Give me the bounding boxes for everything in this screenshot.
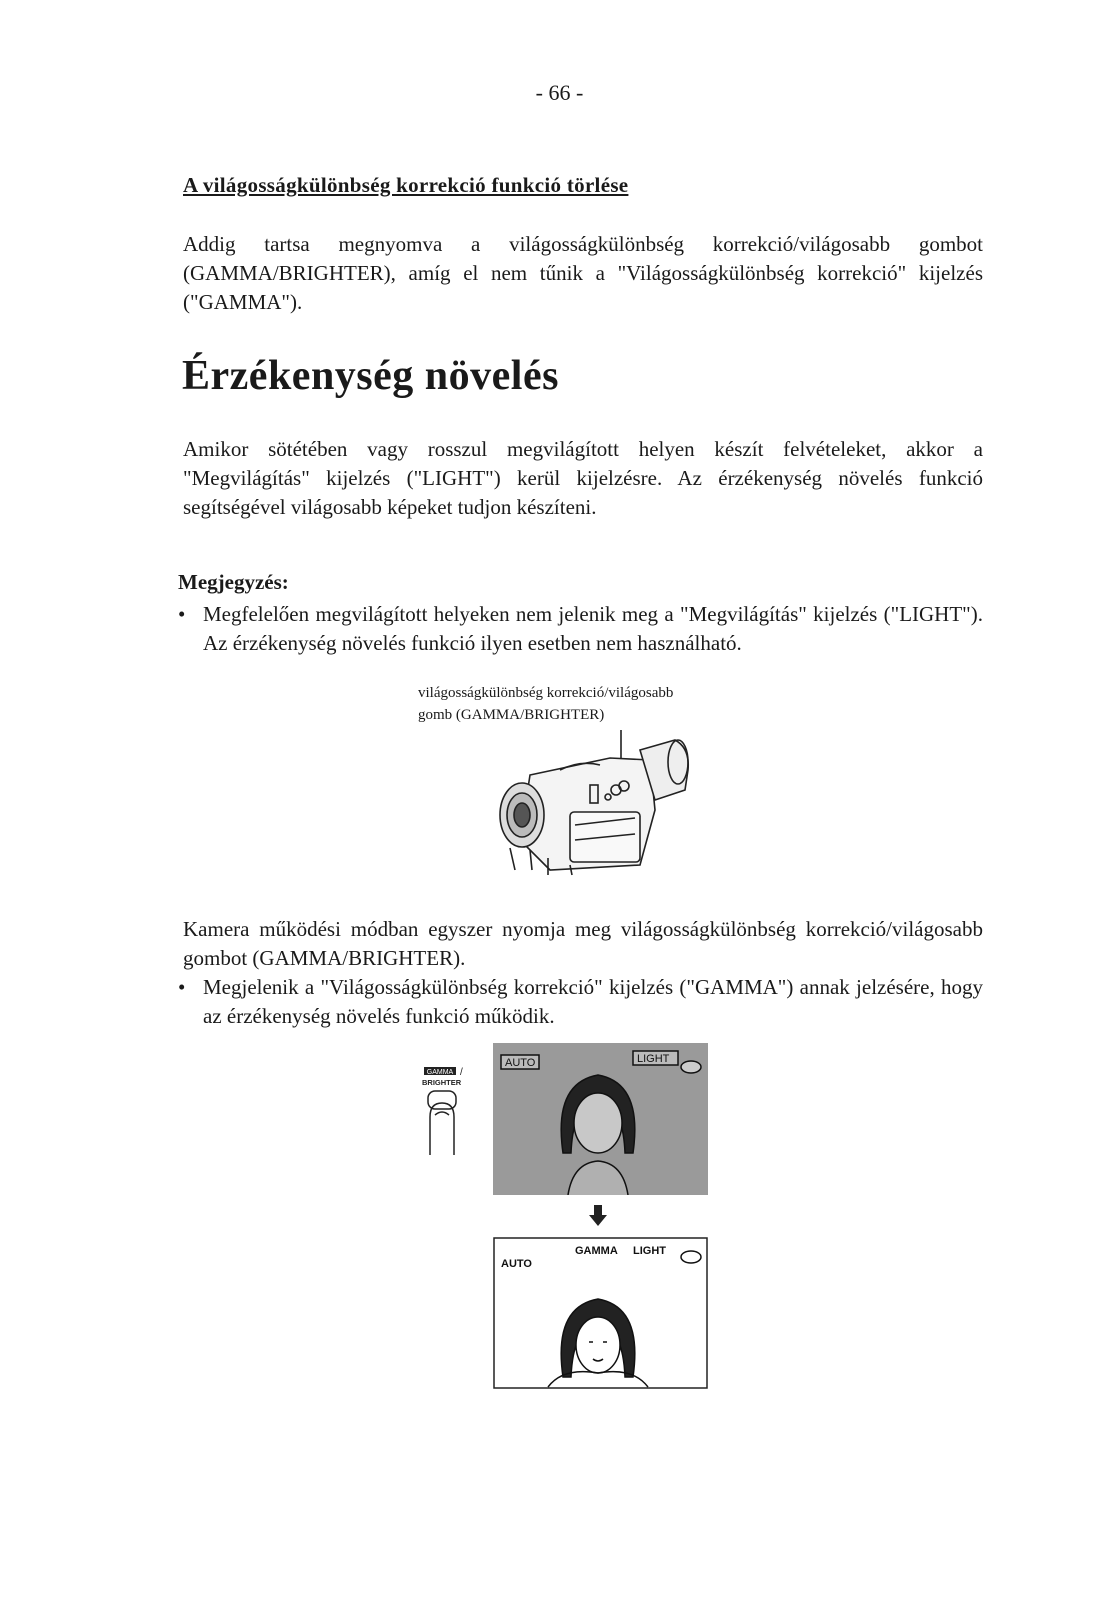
screen-after-auto: AUTO bbox=[501, 1258, 532, 1270]
note-heading: Megjegyzés: bbox=[178, 570, 289, 594]
section1-paragraph: Addig tartsa megnyomva a világosságkülönbség korrekció/világosabb gombot (GAMMA/BRIGHTER), amíg el nem tűnik a "Világosságkülönbség korrekció" kijelzés ("GAMMA"). bbox=[183, 232, 983, 314]
section-heading: Érzékenység növelés bbox=[182, 353, 559, 399]
camcorder-illustration bbox=[490, 730, 710, 880]
note-bullet bbox=[178, 600, 983, 658]
screen-after-light: LIGHT bbox=[633, 1245, 666, 1257]
button-label-slash: / bbox=[460, 1067, 463, 1078]
instruction-bullet-text: Megjelenik a "Világosságkülönbség korrekció" kijelzés ("GAMMA") annak jelzésére, hogy az érzékenység növelés funkció működik. bbox=[203, 975, 983, 1028]
note-bullet-text: Megfelelően megvilágított helyeken nem jelenik meg a "Megvilágítás" kijelzés ("LIGHT"). Az érzékenység növelés funkció ilyen esetben nem használható. bbox=[203, 602, 983, 655]
figure1-caption-line1: világosságkülönbség korrekció/világosabb bbox=[418, 685, 674, 701]
bullet-icon: • bbox=[178, 975, 186, 999]
instruction-bullet bbox=[178, 973, 983, 1031]
page-number: - 66 - bbox=[535, 80, 584, 105]
section-subheading: A világosságkülönbség korrekció funkció törlése bbox=[183, 173, 629, 197]
screen-before bbox=[493, 1043, 708, 1195]
figure1-caption bbox=[418, 682, 673, 726]
figure1-caption-line2: gomb (GAMMA/BRIGHTER) bbox=[418, 707, 605, 723]
button-label-brighter: BRIGHTER bbox=[422, 1078, 462, 1087]
button-label-gamma: GAMMA bbox=[426, 1069, 454, 1076]
screen-before-auto: AUTO bbox=[505, 1057, 536, 1069]
screen-before-light: LIGHT bbox=[637, 1053, 670, 1065]
section2-paragraph: Amikor sötétében vagy rosszul megvilágított helyen készít felvételeket, akkor a "Megvilágítás" kijelzés ("LIGHT") kerül kijelzésre. Az érzékenység növelés funkció segítségével világosabb képeket tudjon készíteni. bbox=[183, 437, 983, 519]
finger-press-illustration bbox=[418, 1065, 488, 1165]
instruction-paragraph: Kamera működési módban egyszer nyomja meg világosságkülönbség korrekció/világosabb gombot (GAMMA/BRIGHTER). bbox=[183, 917, 983, 970]
screen-after bbox=[493, 1237, 708, 1389]
bullet-icon: • bbox=[178, 602, 186, 626]
screen-after-gamma: GAMMA bbox=[575, 1245, 618, 1257]
down-arrow-icon bbox=[588, 1205, 608, 1227]
